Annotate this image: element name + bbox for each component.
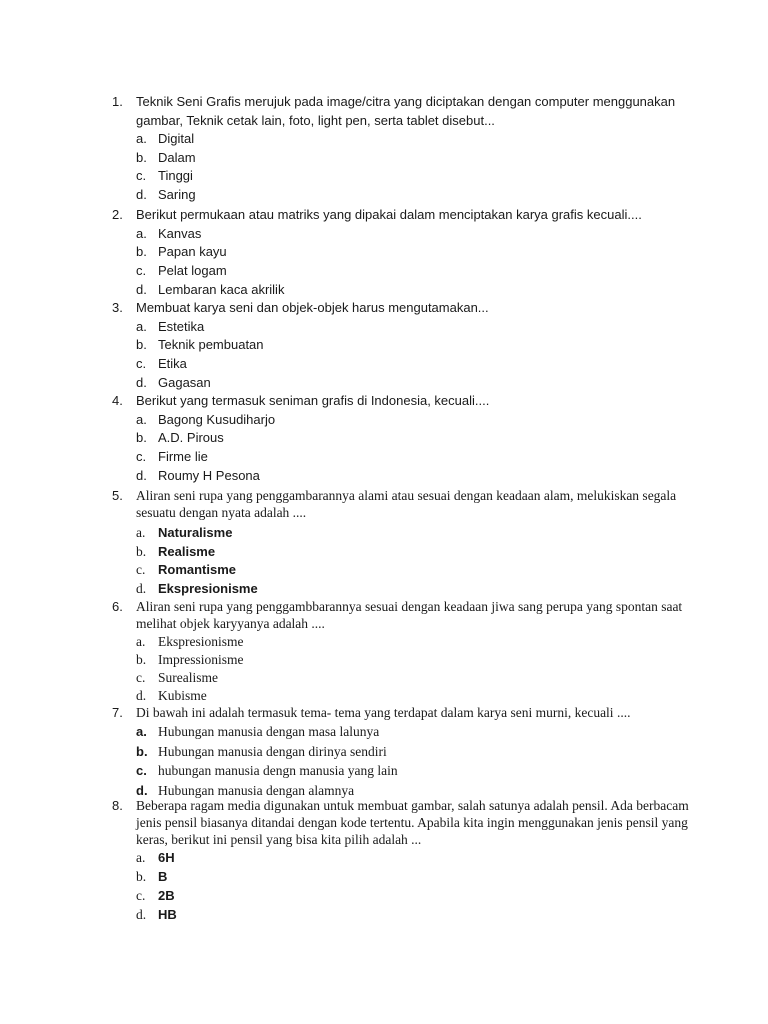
option-c	[136, 167, 696, 186]
option-text: B	[158, 869, 168, 884]
option-letter: a.	[136, 318, 147, 334]
option-letter: c.	[136, 763, 147, 778]
option-text: Firme lie	[158, 448, 208, 464]
option-letter: d.	[136, 581, 147, 597]
option-a	[136, 411, 696, 430]
option-a	[136, 130, 696, 149]
option-a	[136, 849, 696, 868]
option-c	[136, 762, 696, 782]
option-text: Hubungan manusia dengan alamnya	[158, 782, 355, 798]
option-text: Naturalisme	[158, 525, 233, 540]
option-letter: d.	[136, 187, 147, 203]
question-8	[112, 797, 696, 925]
option-text: Kanvas	[158, 225, 202, 241]
question-number: 4.	[112, 393, 123, 408]
option-letter: c.	[136, 562, 146, 578]
option-d	[136, 580, 696, 599]
question-text: Membuat karya seni dan objek-objek harus mengutamakan...	[136, 300, 489, 315]
option-b	[136, 149, 696, 168]
option-text: Surealisme	[158, 670, 218, 685]
option-text: Roumy H Pesona	[158, 467, 260, 483]
option-text: Romantisme	[158, 562, 237, 578]
option-letter: b.	[136, 244, 147, 260]
option-letter: a.	[136, 225, 147, 241]
option-letter: c.	[136, 670, 146, 685]
option-letter: d.	[136, 281, 147, 297]
option-letter: b.	[136, 149, 147, 165]
option-letter: b.	[136, 543, 147, 559]
question-text: Teknik Seni Grafis merujuk pada image/citra yang diciptakan dengan computer menggunakan gambar, Teknik cetak lain, foto, light pen, serta tablet disebut...	[136, 94, 676, 128]
option-letter: c.	[136, 168, 147, 184]
question-number: 2.	[112, 207, 123, 222]
option-a	[136, 633, 696, 651]
question-text: Di bawah ini adalah termasuk tema- tema yang terdapat dalam karya seni murni, kecuali ....	[136, 705, 631, 720]
option-c	[136, 669, 696, 687]
option-list	[136, 633, 696, 705]
option-b	[136, 243, 696, 262]
option-letter: d.	[136, 782, 148, 798]
option-list	[136, 130, 696, 205]
option-text: Digital	[158, 131, 195, 146]
option-text: Kubisme	[158, 688, 207, 703]
question-text: Berikut permukaan atau matriks yang dipakai dalam menciptakan karya grafis kecuali....	[136, 207, 642, 222]
question-text: Berikut yang termasuk seniman grafis di Indonesia, kecuali....	[136, 393, 490, 408]
question-text: Beberapa ragam media digunakan untuk membuat gambar, salah satunya adalah pensil. Ada berbacam jenis pensil biasanya ditandai dengan kode tertentu. Apabila kita ingin menggunakan jenis pensil yang keras, berikut ini pensil yang bisa kita pilih adalah ...	[136, 798, 689, 847]
question-text: Aliran seni rupa yang penggambbarannya sesuai dengan keadaan jiwa sang perupa yang spontan saat melihat objek karyyanya adalah ....	[136, 599, 683, 631]
option-a	[136, 318, 696, 337]
option-list	[136, 524, 696, 599]
option-text: Tinggi	[158, 168, 193, 184]
option-list	[136, 723, 696, 801]
option-text: Estetika	[158, 318, 205, 334]
option-b	[136, 543, 696, 562]
option-c	[136, 887, 696, 906]
option-list	[136, 225, 696, 300]
option-text: Saring	[158, 187, 196, 203]
question-2	[112, 206, 696, 299]
option-text: Teknik pembuatan	[158, 337, 264, 353]
option-text: Hubungan manusia dengan dirinya sendiri	[158, 743, 387, 759]
option-b	[136, 429, 696, 448]
question-number: 8.	[112, 798, 123, 813]
question-6	[112, 598, 696, 705]
option-letter: a.	[136, 634, 146, 649]
question-7	[112, 704, 696, 801]
question-1	[112, 93, 696, 205]
option-list	[136, 318, 696, 393]
option-d	[136, 186, 696, 205]
question-number: 1.	[112, 94, 123, 109]
option-d	[136, 906, 696, 925]
option-text: Hubungan manusia dengan masa lalunya	[158, 724, 380, 739]
option-b	[136, 651, 696, 669]
option-letter: d.	[136, 907, 147, 922]
option-d	[136, 467, 696, 486]
option-letter: d.	[136, 374, 147, 390]
option-letter: d.	[136, 467, 147, 483]
option-letter: c.	[136, 355, 147, 371]
option-text: Dalam	[158, 149, 196, 165]
option-text: Impressionisme	[158, 652, 244, 667]
option-text: Ekspresionisme	[158, 581, 258, 597]
option-letter: c.	[136, 262, 147, 278]
option-letter: a.	[136, 131, 147, 146]
option-text: Gagasan	[158, 374, 211, 390]
option-d	[136, 374, 696, 393]
option-letter: a.	[136, 724, 147, 739]
option-text: Etika	[158, 355, 187, 371]
option-d	[136, 687, 696, 705]
option-list	[136, 849, 696, 925]
option-letter: c.	[136, 888, 146, 903]
option-text: Lembaran kaca akrilik	[158, 281, 285, 297]
option-text: Ekspresionisme	[158, 634, 244, 649]
option-text: hubungan manusia dengn manusia yang lain	[158, 763, 398, 778]
option-b	[136, 868, 696, 887]
option-text: Papan kayu	[158, 244, 227, 260]
option-list	[136, 411, 696, 486]
option-text: A.D. Pirous	[158, 430, 224, 446]
question-number: 6.	[112, 599, 123, 614]
option-text: Pelat logam	[158, 262, 227, 278]
option-c	[136, 355, 696, 374]
option-letter: b.	[136, 337, 147, 353]
option-d	[136, 281, 696, 300]
option-text: 2B	[158, 888, 175, 903]
option-text: Bagong Kusudiharjo	[158, 411, 276, 427]
option-c	[136, 448, 696, 467]
option-letter: b.	[136, 652, 147, 667]
question-number: 3.	[112, 300, 123, 315]
option-b	[136, 336, 696, 355]
option-c	[136, 262, 696, 281]
question-text: Aliran seni rupa yang penggambarannya alami atau sesuai dengan keadaan alam, melukiskan segala sesuatu dengan nyata adalah ....	[136, 488, 677, 520]
option-text: HB	[158, 907, 177, 922]
option-letter: c.	[136, 448, 147, 464]
question-5	[112, 487, 696, 599]
question-3	[112, 299, 696, 392]
question-4	[112, 392, 696, 485]
option-letter: b.	[136, 743, 148, 759]
question-number: 7.	[112, 705, 123, 720]
option-c	[136, 561, 696, 580]
option-a	[136, 524, 696, 543]
option-letter: b.	[136, 869, 147, 884]
option-letter: b.	[136, 430, 147, 446]
option-text: 6H	[158, 850, 175, 865]
option-a	[136, 225, 696, 244]
option-letter: a.	[136, 850, 146, 865]
option-letter: a.	[136, 525, 146, 540]
question-number: 5.	[112, 488, 123, 503]
option-letter: d.	[136, 688, 147, 703]
option-text: Realisme	[158, 543, 216, 559]
option-a	[136, 723, 696, 743]
option-b	[136, 743, 696, 763]
option-letter: a.	[136, 411, 147, 427]
